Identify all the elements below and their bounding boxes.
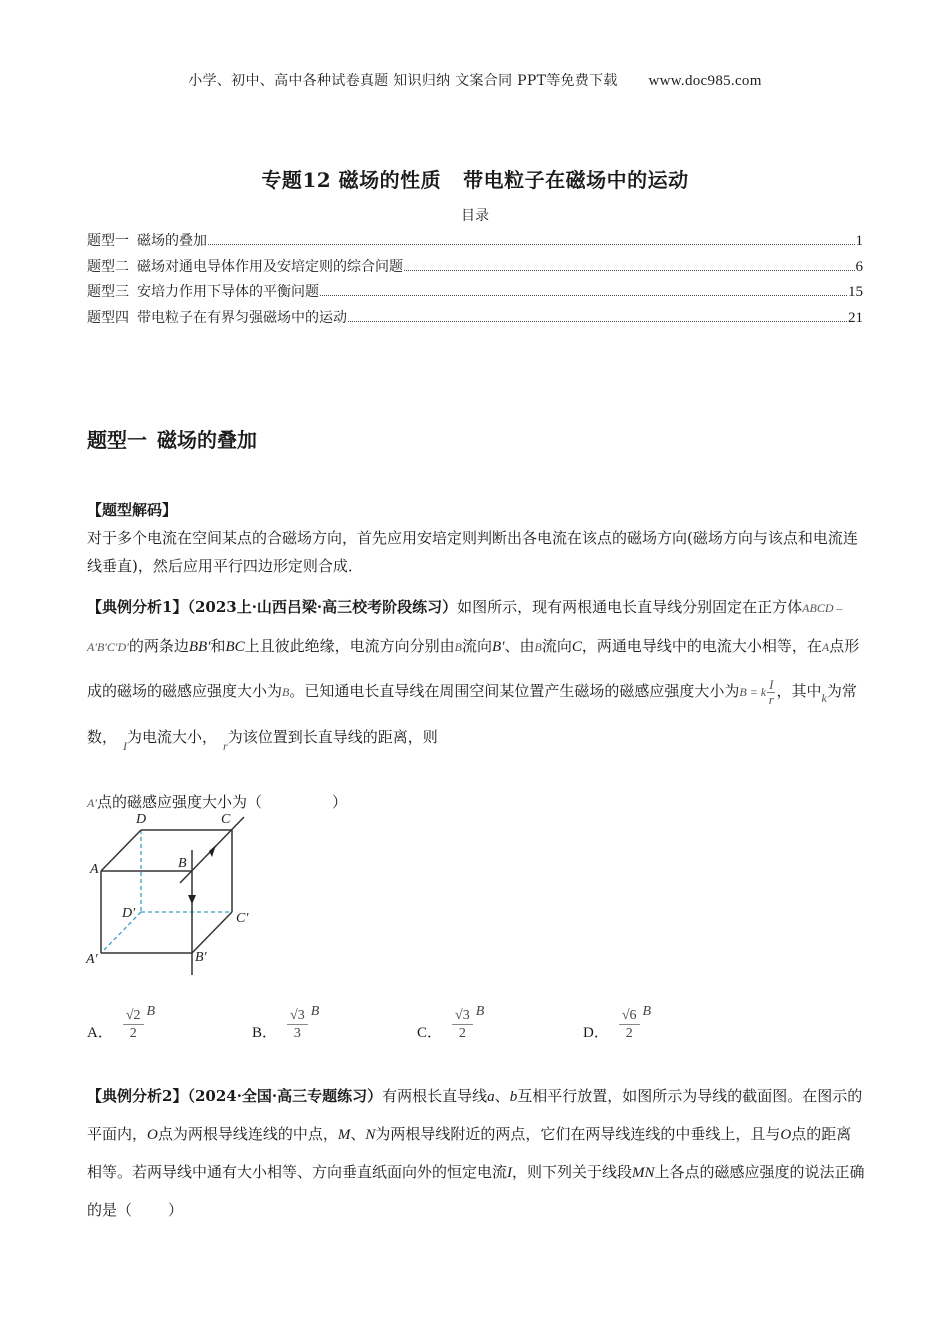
text: 流向 [462,637,493,655]
option-numerator: √3 [452,1007,473,1025]
option-letter: B． [252,1025,278,1041]
toc-item-type: 题型四 [87,309,129,326]
section-name: 磁场的叠加 [157,428,257,452]
toc-item[interactable] [87,281,863,307]
toc-leader-dots [208,243,855,245]
toc-item-page: 6 [855,258,863,275]
option-letter: C． [417,1025,443,1041]
section-title [87,424,257,453]
math-b: B [454,640,463,654]
toc-item-type: 题型二 [87,258,129,275]
toc-item-label: 磁场的叠加 [137,233,207,249]
math-bc: BC [225,639,245,655]
example2-source: （2024·全国·高三专题练习） [187,1087,383,1105]
label-c: C [221,812,231,827]
text: 、由 [504,637,535,655]
text: ） [168,1201,184,1219]
text: 。已知通电长直导线在周围空间某位置产生磁场的磁感应强度大小为 [289,682,740,700]
toc-item[interactable] [87,307,863,333]
example1-source: （2023上·山西吕梁·高三校考阶段练习） [187,598,458,616]
label-d: D [136,812,147,827]
toc-item-type: 题型三 [87,284,129,300]
label-a: A [90,862,99,877]
toc-item[interactable] [87,256,863,282]
label-bprime: B′ [195,950,207,965]
text: 、 [350,1125,366,1143]
label-aprime: A′ [86,952,98,967]
arrow-bb-icon [188,895,196,904]
option-denominator: 3 [293,1026,301,1041]
label-b: B [178,856,187,871]
option-denominator: 2 [458,1026,466,1041]
math-mn: MN [632,1165,655,1181]
text: 上各点的磁感应强度的说法正确的是（ [87,1163,865,1219]
math-cube: ABCD – A′B′C′D′ [87,601,843,654]
example2-tag: 【典例分析2】 [87,1087,188,1105]
label-cprime: C′ [236,911,249,926]
cube-figure [84,805,254,975]
example2-question [87,1078,865,1229]
formula-numerator: I [769,676,774,692]
toc-leader-dots [404,269,855,271]
option-fraction [452,1007,473,1042]
option-denominator: 2 [129,1026,137,1041]
option-variable: B [642,1004,652,1019]
option-a[interactable] [87,996,155,1042]
math-bprime: B′ [492,639,505,655]
formula-denominator: r [768,691,774,707]
text: 有两根长直导线 [382,1087,488,1105]
example1-tag: 【典例分析1】 [87,598,188,616]
text: 为该位置到长直导线的距离，则 [227,728,438,746]
text: 为电流大小， [127,728,218,746]
option-fraction [123,1007,144,1042]
toc-item-page: 21 [848,309,863,326]
math-o: O [147,1127,158,1143]
page-header [0,70,950,90]
option-letter: D． [583,1025,609,1041]
text: ） [331,793,347,811]
decode-text: 对于多个电流在空间某点的合磁场方向，首先应用安培定则判断出各电流在该点的磁场方向(磁场方向与该点和电流连线垂直)，然后应用平行四边形定则合成． [87,529,858,575]
math-o: O [780,1127,792,1143]
answer-options [87,996,787,1046]
text: 和 [210,637,226,655]
option-numerator: √2 [123,1007,144,1025]
decode-section [87,496,865,580]
label-dprime: D′ [122,906,136,921]
option-variable: B [475,1004,485,1019]
option-d[interactable] [583,996,651,1042]
text: 的两条边 [128,637,189,655]
math-i: I [123,739,128,753]
toc-item-page: 15 [848,284,863,300]
option-denominator: 2 [625,1026,633,1041]
example1-question [87,588,865,822]
text: ，其中 [776,682,822,700]
edge-ad [101,830,141,871]
math-a: A [821,640,830,654]
math-i: I [507,1165,513,1181]
toc-item[interactable] [87,230,863,256]
text: 点的距离相等。若两导线中通有大小相等、方向垂直纸面向外的恒定电流 [87,1125,852,1181]
option-letter: A． [87,1025,113,1041]
text: 上且彼此绝缘，电流方向分别由 [244,637,455,655]
section-type: 题型一 [87,428,147,452]
text: 点为两根导线连线的中点， [157,1125,338,1143]
math-aprime: A′ [87,796,97,810]
math-a: a [487,1089,495,1105]
edge-cb-bottom [192,912,232,953]
math-b: b [509,1089,518,1105]
math-c: C [571,639,582,655]
toc-item-label: 带电粒子在有界匀强磁场中的运动 [137,309,347,326]
formula-fraction [767,678,775,707]
text: 、 [494,1087,510,1105]
table-of-contents [87,230,863,332]
math-b: B [534,640,542,654]
option-numerator: √6 [619,1007,640,1025]
document-title [0,164,950,193]
text: ，则下列关于线段 [512,1163,633,1181]
header-banner: 小学、初中、高中各种试卷真题 知识归纳 文案合同 PPT等免费下载 [188,73,618,89]
decode-heading: 【题型解码】 [87,501,178,519]
text: 流向 [541,637,572,655]
toc-item-label: 磁场对通电导体作用及安培定则的综合问题 [137,258,403,275]
option-fraction [287,1007,308,1042]
math-b: B [282,685,290,699]
option-fraction [619,1007,640,1042]
text: 点形成的磁场的磁感应强度大小为 [87,637,860,700]
text: 点的磁感应强度大小为（ [96,793,262,811]
math-r: r [223,739,228,753]
math-m: M [337,1127,351,1143]
toc-leader-dots [320,294,847,296]
math-bb: BB′ [188,639,211,655]
toc-leader-dots [348,320,847,322]
text: 为常数， [87,682,857,746]
option-c[interactable] [417,996,484,1042]
title-part1: 专题12 磁场的性质 [261,168,442,192]
arrow-bc-icon [209,845,216,857]
visible-edges [101,817,244,975]
text: ，两通电导线中的电流大小相等，在 [581,637,822,655]
option-variable: B [146,1004,156,1019]
option-variable: B [310,1004,320,1019]
math-k: k [821,691,827,705]
toc-heading: 目录 [461,208,489,224]
toc-item-type: 题型一 [87,233,129,249]
title-part2: 带电粒子在磁场中的运动 [463,168,689,192]
toc-item-label: 安培力作用下导体的平衡问题 [137,284,319,300]
option-numerator: √3 [287,1007,308,1025]
text: 为两根导线附近的两点，它们在两导线连线的中垂线上，且与 [375,1125,781,1143]
math-n: N [365,1127,376,1143]
option-b[interactable] [252,996,319,1042]
header-url[interactable]: www.doc985.com [648,73,762,89]
toc-item-page: 1 [855,233,863,249]
formula-lhs: B = k [739,685,767,699]
text: 如图所示，现有两根通电长直导线分别固定在正方体 [457,598,803,616]
text: 互相平行放置，如图所示为导线的截面图。在图示的平面内， [87,1087,863,1143]
